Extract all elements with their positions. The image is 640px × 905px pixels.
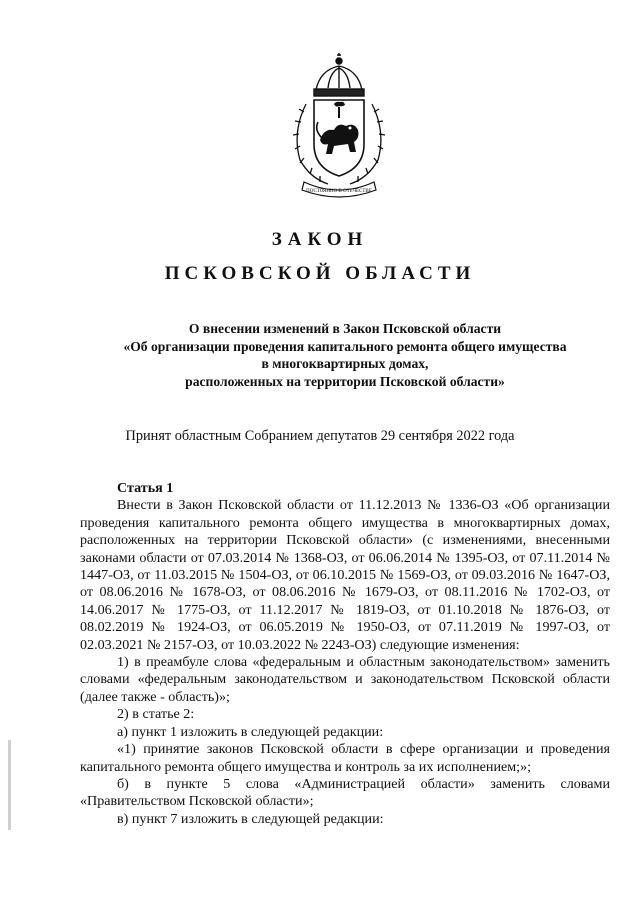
article-paragraph: 1) в преамбуле слова «федеральным и областным законодательством» заменить словами «федеральным законодательством и законодательством Псковской области (далее также - область)»; [80,654,610,705]
pskov-coat-of-arms-emblem [284,52,394,200]
article-paragraph: в) пункт 7 изложить в следующей редакции: [117,810,384,827]
article-heading: Статья 1 [117,480,174,496]
document-title: ЗАКОН [271,229,369,250]
article-paragraph: Внести в Закон Псковской области от 11.12.2013 № 1336-ОЗ «Об организации проведения капитального ремонта общего имущества в многоквартирных домах, расположенных на территории Псковской области» (с изменениями, внесенными законами области от 07.03.2014 № 1368-ОЗ, от 06.06.2014 № 1395-ОЗ, от 07.11.2014 № 1447-ОЗ, от 11.03.2015 № 1504-ОЗ, от 06.10.2015 № 1569-ОЗ, от 09.03.2016 № 1647-ОЗ, от 08.06.2016 № 1678-ОЗ, от 08.06.2016 № 1679-ОЗ, от 08.11.2016 № 1702-ОЗ, от 14.06.2017 № 1775-ОЗ, от 11.12.2017 № 1819-ОЗ, от 01.10.2018 № 1876-ОЗ, от 08.02.2019 № 1924-ОЗ, от 06.05.2019 № 1950-ОЗ, от 07.11.2019 № 1997-ОЗ, от 02.03.2021 № 2157-ОЗ, от 10.03.2022 № 2243-ОЗ) следующие изменения: [80,497,610,653]
article-paragraph: а) пункт 1 изложить в следующей редакции: [117,723,384,740]
law-subject-heading [80,320,610,390]
subject-line: «Об организации проведения капитального ремонта общего имущества [123,338,567,354]
subject-line: в многоквартирных домах, [261,356,429,371]
article-paragraph: б) в пункте 5 слова «Администрацией области» заменить словами «Правительством Псковской области»; [80,775,610,810]
article-paragraph: «1) принятие законов Псковской области в сфере организации и проведения капитального ремонта общего имущества и контроль за их исполнением;»; [80,741,610,775]
adoption-statement: Принят областным Собранием депутатов 29 сентября 2022 года [125,428,515,444]
ribbon-motto: ПОСТОЯННО В ОТЕЧЕСТВЕ [306,189,372,194]
scan-edge-mark [8,740,11,830]
document-subtitle: ПСКОВСКОЙ ОБЛАСТИ [164,263,476,284]
law-body [80,480,610,828]
subject-line: расположенных на территории Псковской области» [185,373,505,389]
article-paragraph: 2) в статье 2: [117,706,195,723]
subject-line: О внесении изменений в Закон Псковской области [188,321,502,336]
crown-icon [314,53,364,96]
